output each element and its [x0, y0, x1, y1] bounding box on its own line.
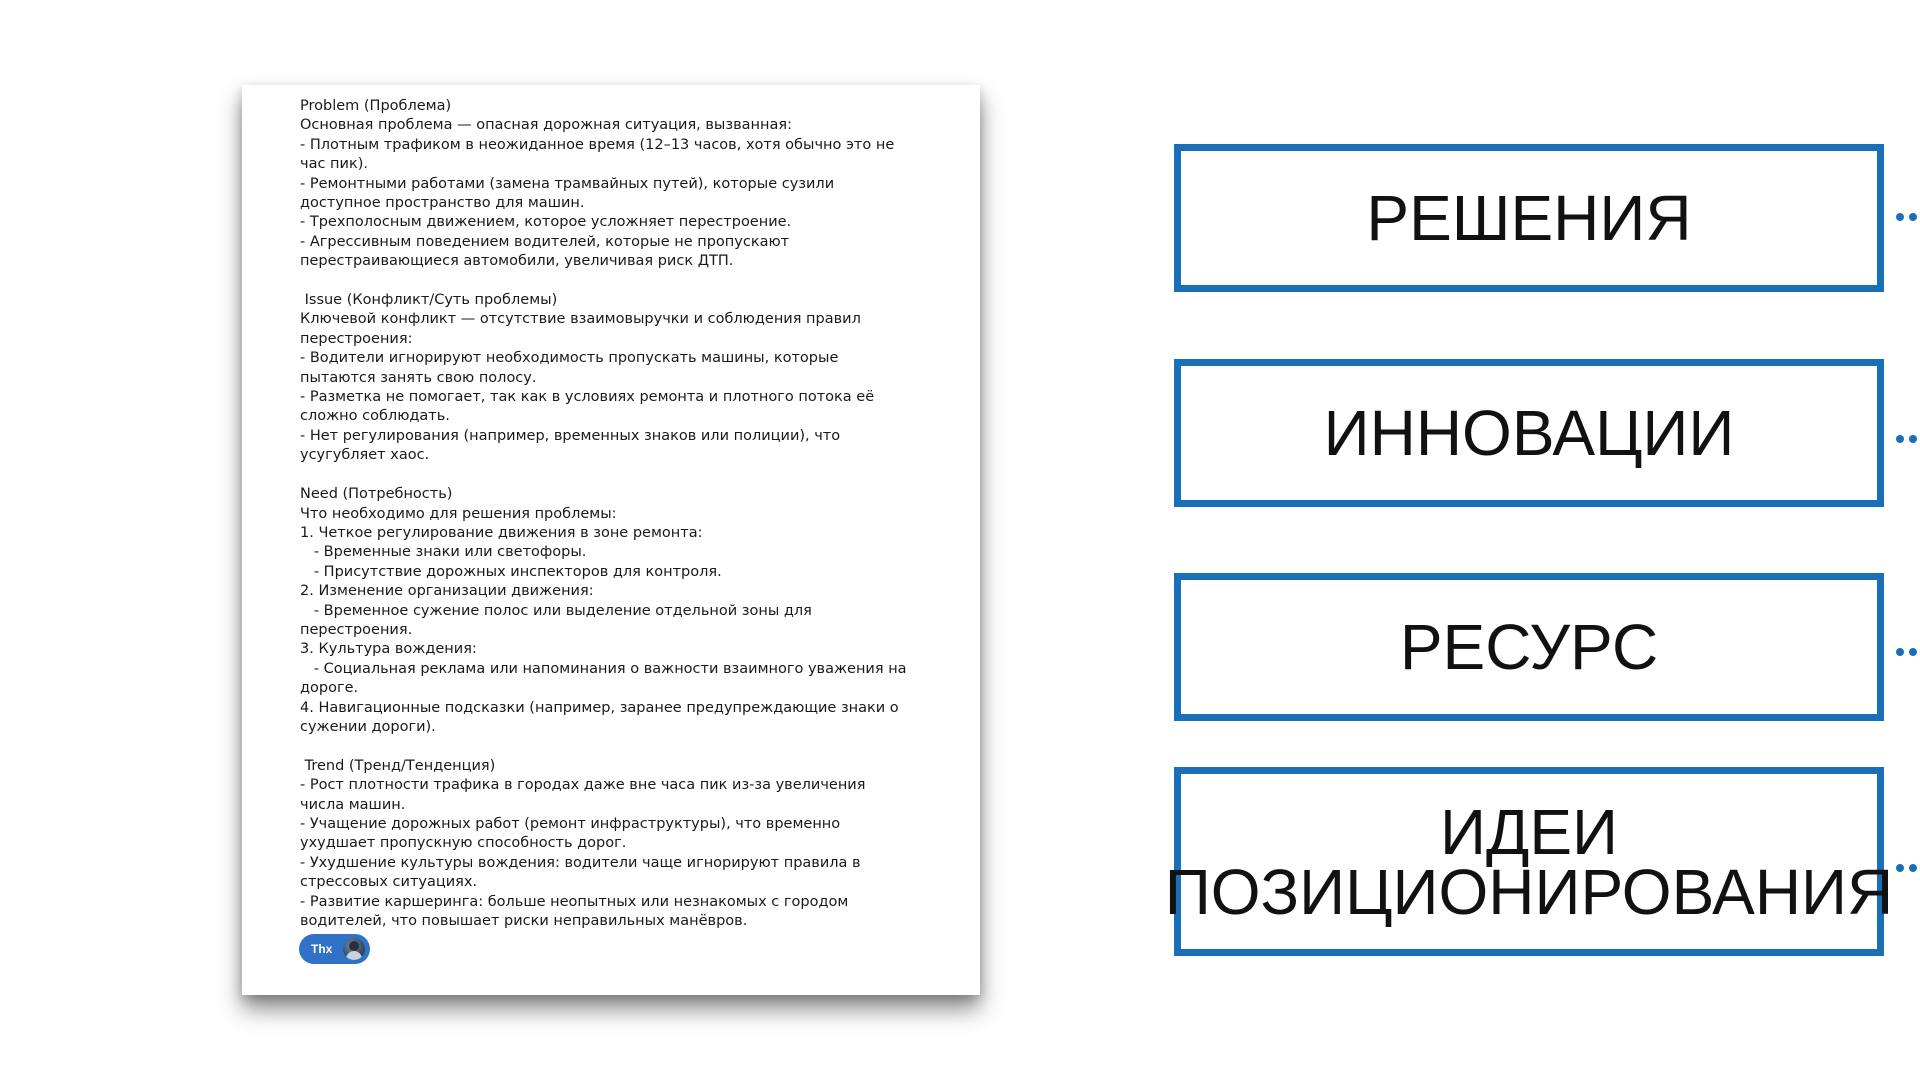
document-line: - Плотным трафиком в неожиданное время (12–13 часов, хотя обычно это не — [300, 136, 895, 153]
document-line: - Присутствие дорожных инспекторов для контроля. — [300, 563, 722, 580]
document-line: 1. Четкое регулирование движения в зоне ремонта: — [300, 524, 703, 541]
document-line: перестроения. — [300, 621, 413, 638]
document-line: сужении дороги). — [300, 718, 436, 735]
document-text — [300, 97, 930, 931]
document-line: - Временные знаки или светофоры. — [300, 544, 587, 561]
document-line: стрессовых ситуациях. — [300, 874, 478, 891]
avatar-icon — [343, 938, 365, 960]
label-box-solutions — [1174, 144, 1884, 292]
document-line: усугубляет хаос. — [300, 447, 430, 464]
document-line: - Развитие каршеринга: больше неопытных или незнакомых с городом — [300, 893, 849, 910]
document-line: доступное пространство для машин. — [300, 195, 585, 212]
document-line: пытаются занять свою полосу. — [300, 369, 537, 386]
document-line: - Ухудшение культуры вождения: водители чаще игнорируют правила в — [300, 854, 861, 871]
label-box-innovations — [1174, 359, 1884, 507]
label-text: ИННОВАЦИИ — [1323, 397, 1735, 469]
document-line: - Нет регулирования (например, временных знаков или полиции), что — [300, 427, 841, 444]
thx-badge-label: Thx — [311, 942, 333, 956]
document-line: 4. Навигационные подсказки (например, заранее предупреждающие знаки о — [300, 699, 899, 716]
document-line: перестроения: — [300, 330, 413, 347]
document-line: - Разметка не помогает, так как в условиях ремонта и плотного потока её — [300, 389, 875, 406]
connector-dots-icon — [1896, 648, 1920, 658]
document-line: - Водители игнорируют необходимость пропускать машины, которые — [300, 350, 839, 367]
document-line: 3. Культура вождения: — [300, 641, 477, 658]
document-line: Что необходимо для решения проблемы: — [300, 505, 617, 522]
document-line: ухудшает пропускную способность дорог. — [300, 835, 627, 852]
label-box-resource — [1174, 573, 1884, 721]
document-line: - Социальная реклама или напоминания о важности взаимного уважения на — [300, 660, 907, 677]
document-line — [300, 466, 930, 485]
document-line: перестраивающиеся автомобили, увеличивая риск ДТП. — [300, 253, 734, 270]
label-box-positioning-ideas — [1164, 767, 1894, 956]
document-line: числа машин. — [300, 796, 406, 813]
document-line — [300, 272, 930, 291]
document-line: дороге. — [300, 680, 359, 697]
document-line: - Агрессивным поведением водителей, которые не пропускают — [300, 233, 790, 250]
document-line: 2. Изменение организации движения: — [300, 583, 594, 600]
document-line: Trend (Тренд/Тенденция) — [300, 757, 496, 774]
document-line: час пик). — [300, 156, 368, 173]
document-line: Issue (Конфликт/Суть проблемы) — [300, 292, 558, 309]
document-line: - Трехполосным движением, которое усложняет перестроение. — [300, 214, 792, 231]
label-text: РЕШЕНИЯ — [1366, 182, 1692, 254]
document-line: - Ремонтными работами (замена трамвайных путей), которые сузили — [300, 175, 835, 192]
document-line: Ключевой конфликт — отсутствие взаимовыручки и соблюдения правил — [300, 311, 861, 328]
document-line: Need (Потребность) — [300, 486, 453, 503]
document-line: сложно соблюдать. — [300, 408, 450, 425]
document-line — [300, 737, 930, 756]
document-line: - Рост плотности трафика в городах даже вне часа пик из-за увеличения — [300, 777, 866, 794]
connector-dots-icon — [1896, 864, 1920, 874]
document-line: Основная проблема — опасная дорожная ситуация, вызванная: — [300, 117, 792, 134]
label-text: РЕСУРС — [1399, 611, 1659, 683]
document-line: Problem (Проблема) — [300, 98, 452, 114]
document-line: - Учащение дорожных работ (ремонт инфраструктуры), что временно — [300, 815, 841, 832]
thx-badge[interactable] — [299, 934, 370, 964]
label-text: ИДЕИ ПОЗИЦИОНИРОВАНИЯ — [1164, 795, 1894, 928]
document-line: - Временное сужение полос или выделение отдельной зоны для — [300, 602, 812, 619]
connector-dots-icon — [1896, 435, 1920, 445]
document-line: водителей, что повышает риски неправильных манёвров. — [300, 913, 748, 930]
connector-dots-icon — [1896, 213, 1920, 223]
